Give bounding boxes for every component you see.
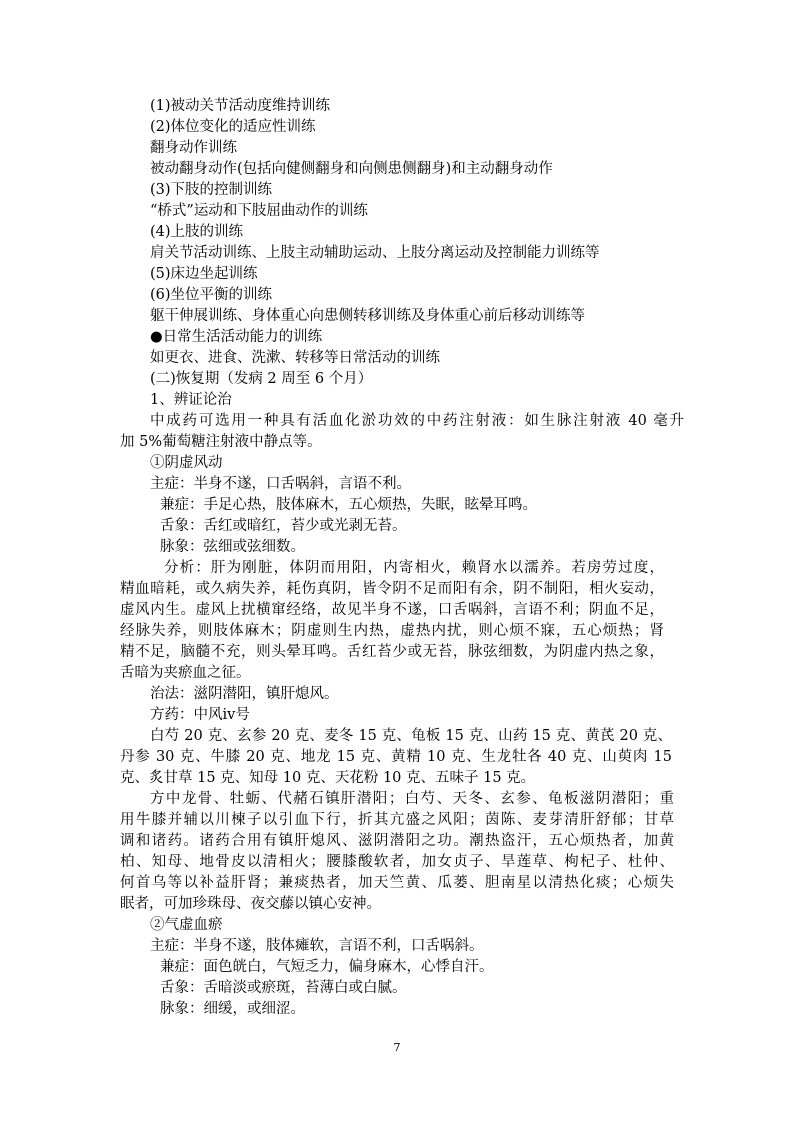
text-line: 方中龙骨、牡蛎、代赭石镇肝潜阳；白芍、天冬、玄参、龟板滋阴潜阳；重 <box>150 791 674 807</box>
text-line: 舌象：舌红或暗红，苔少或光剥无苔。 <box>160 518 407 534</box>
section-heading: 1、辨证论治 <box>150 392 232 408</box>
text-line: 躯干伸展训练、身体重心向患侧转移训练及身体重心前后移动训练等 <box>150 308 585 324</box>
text-line: (2)体位变化的适应性训练 <box>150 119 316 135</box>
text-line: 精血暗耗，或久病失养，耗伤真阴，皆令阴不足而阳有余，阴不制阳，相火妄动， <box>120 581 664 597</box>
text-line: 丹参 30 克、牛膝 20 克、地龙 15 克、黄精 10 克、生龙牡各 40 克、山萸肉 15 <box>120 749 672 765</box>
text-line: 舌暗为夹瘀血之征。 <box>120 665 251 681</box>
text-line: 调和诸药。诸药合用有镇肝熄风、滋阴潜阳之功。潮热盗汗，五心烦热者，加黄 <box>120 833 674 849</box>
text-line: (1)被动关节活动度维持训练 <box>150 98 331 114</box>
text-line: (6)坐位平衡的训练 <box>150 287 273 303</box>
text-line: 治法：滋阴潜阳，镇肝熄风。 <box>150 686 339 702</box>
subsection-heading: ②气虚血瘀 <box>150 917 223 933</box>
text-line: 主症：半身不遂，口舌㖞斜，言语不利。 <box>150 476 411 492</box>
text-line: 兼症：面色㿠白，气短乏力，偏身麻木，心悸自汗。 <box>160 959 494 975</box>
text-line: 舌象：舌暗淡或瘀斑，苔薄白或白腻。 <box>160 980 407 996</box>
text-line: 克、炙甘草 15 克、知母 10 克、天花粉 10 克、五味子 15 克。 <box>120 770 536 786</box>
text-line: 脉象：弦细或弦细数。 <box>160 539 305 555</box>
text-line: (5)床边坐起训练 <box>150 266 258 282</box>
section-heading: (二)恢复期（发病 2 周至 6 个月） <box>150 371 373 387</box>
text-line: 加 5%葡萄糖注射液中静点等。 <box>120 434 322 450</box>
subsection-heading: ①阴虚风动 <box>150 455 223 471</box>
text-line: (4)上肢的训练 <box>150 224 244 240</box>
text-line: 兼症：手足心热，肢体麻木，五心烦热，失眠，眩晕耳鸣。 <box>160 497 537 513</box>
text-line: (3)下肢的控制训练 <box>150 182 273 198</box>
text-line: 用牛膝并辅以川楝子以引血下行，折其亢盛之风阳；茵陈、麦芽清肝舒郁；甘草 <box>120 812 674 828</box>
section-heading: ●日常生活活动能力的训练 <box>150 329 323 345</box>
text-line: 分析：肝为刚脏，体阴而用阳，内寄相火，赖肾水以濡养。若房劳过度， <box>164 560 664 576</box>
text-line: 方药：中风ⅳ号 <box>150 707 250 723</box>
text-line: 何首乌等以补益肝肾；兼痰热者，加天竺黄、瓜蒌、胆南星以清热化痰；心烦失 <box>120 875 674 891</box>
text-line: “桥式”运动和下肢屈曲动作的训练 <box>150 203 368 219</box>
text-line: 精不足，脑髓不充，则头晕耳鸣。舌红苔少或无苔，脉弦细数，为阴虚内热之象， <box>120 644 664 660</box>
text-line: 眠者，可加珍珠母、夜交藤以镇心安神。 <box>120 896 381 912</box>
text-line: 主症：半身不遂，肢体瘫软，言语不利，口舌㖞斜。 <box>150 938 484 954</box>
text-line: 中成药可选用一种具有活血化淤功效的中药注射液：如生脉注射液 40 毫升 <box>150 413 684 429</box>
text-line: 肩关节活动训练、上肢主动辅助运动、上肢分离运动及控制能力训练等 <box>150 245 600 261</box>
text-line: 如更衣、进食、洗漱、转移等日常活动的训练 <box>150 350 440 366</box>
text-line: 被动翻身动作(包括向健侧翻身和向侧患侧翻身)和主动翻身动作 <box>150 161 553 177</box>
text-line: 脉象：细缓，或细涩。 <box>160 1001 305 1017</box>
text-line: 白芍 20 克、玄参 20 克、麦冬 15 克、龟板 15 克、山药 15 克、黄芪 20 克、 <box>150 728 672 744</box>
text-line: 翻身动作训练 <box>150 140 237 156</box>
text-line: 虚风内生。虚风上扰横窜经络，故见半身不遂，口舌㖞斜，言语不利；阴血不足， <box>120 602 664 618</box>
text-line: 柏、知母、地骨皮以清相火；腰膝酸软者，加女贞子、旱莲草、枸杞子、杜仲、 <box>120 854 674 870</box>
text-line: 经脉失养，则肢体麻木；阴虚则生内热，虚热内扰，则心烦不寐，五心烦热；肾 <box>120 623 664 639</box>
page-number: 7 <box>393 1041 401 1054</box>
